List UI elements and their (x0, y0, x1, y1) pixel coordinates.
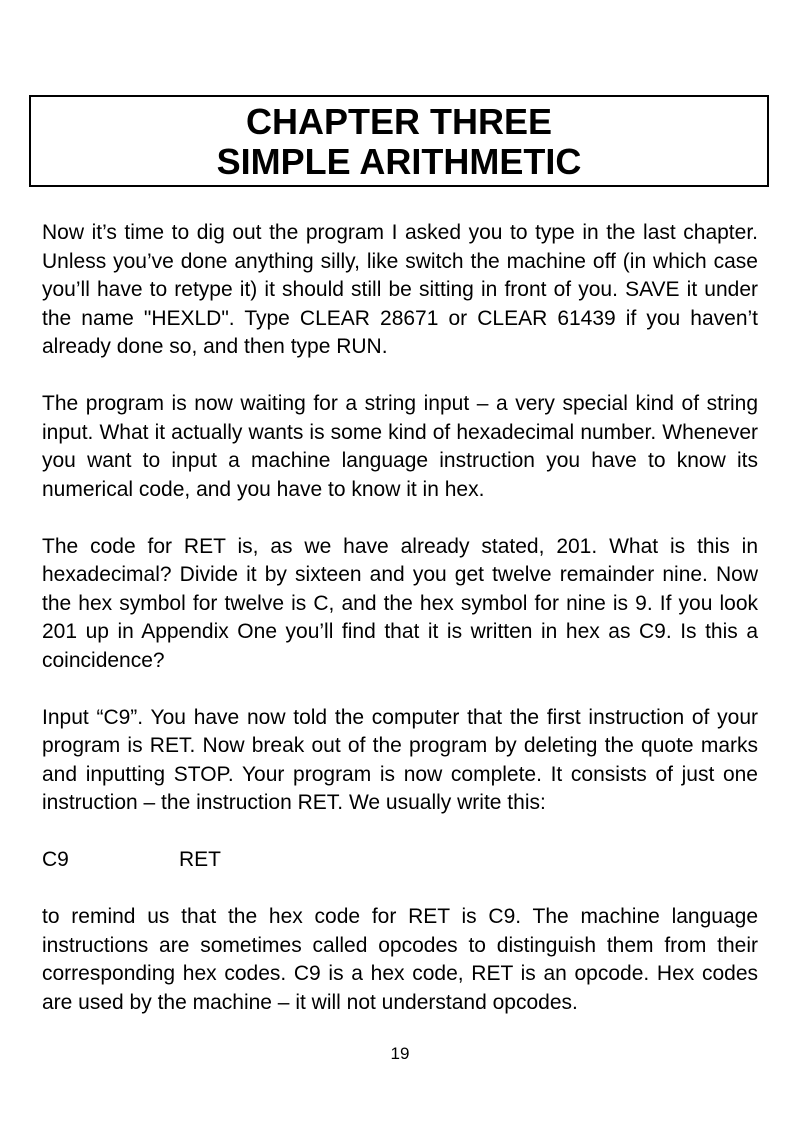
chapter-title: SIMPLE ARITHMETIC (216, 141, 582, 182)
code-hex-value: C9 (42, 848, 69, 871)
body-text (42, 219, 758, 1017)
chapter-title-box (29, 95, 769, 187)
closing-paragraph: to remind us that the hex code for RET is C9. The machine language instructions are sometimes called opcodes to distinguish them from their corresponding hex codes. C9 is a hex code, RET is an opcode. Hex codes are used by the machine – it will not understand opcodes. (42, 905, 758, 1014)
paragraph: The program is now waiting for a string input – a very special kind of string input. What it actually wants is some kind of hexadecimal number. Whenever you want to input a machine language instruction you have to know its numerical code, and you have to know it in hex. (42, 392, 758, 501)
paragraph: The code for RET is, as we have already stated, 201. What is this in hexadecimal? Divide it by sixteen and you get twelve remainder nine. Now the hex symbol for twelve is C, and the hex symbol for nine is 9. If you look 201 up in Appendix One you’ll find that it is written in hex as C9. Is this a coincidence? (42, 534, 758, 672)
chapter-number: CHAPTER THREE (245, 101, 553, 142)
paragraph: Now it’s time to dig out the program I asked you to type in the last chapter. Unless you’ve done anything silly, like switch the machine off (in which case you’ll have to retype it) it should still be sitting in front of you. SAVE it under the name "HEXLD". Type CLEAR 28671 or CLEAR 61439 if you haven’t already done so, and then type RUN. (42, 221, 758, 358)
page-number: 19 (390, 1044, 410, 1063)
paragraph: Input “C9”. You have now told the computer that the first instruction of your program is RET. Now break out of the program by deleting the quote marks and inputting STOP. Your program is now complete. It consists of just one instruction – the instruction RET. We usually write this: (42, 705, 758, 814)
code-listing (42, 846, 758, 875)
code-opcode: RET (179, 848, 221, 871)
